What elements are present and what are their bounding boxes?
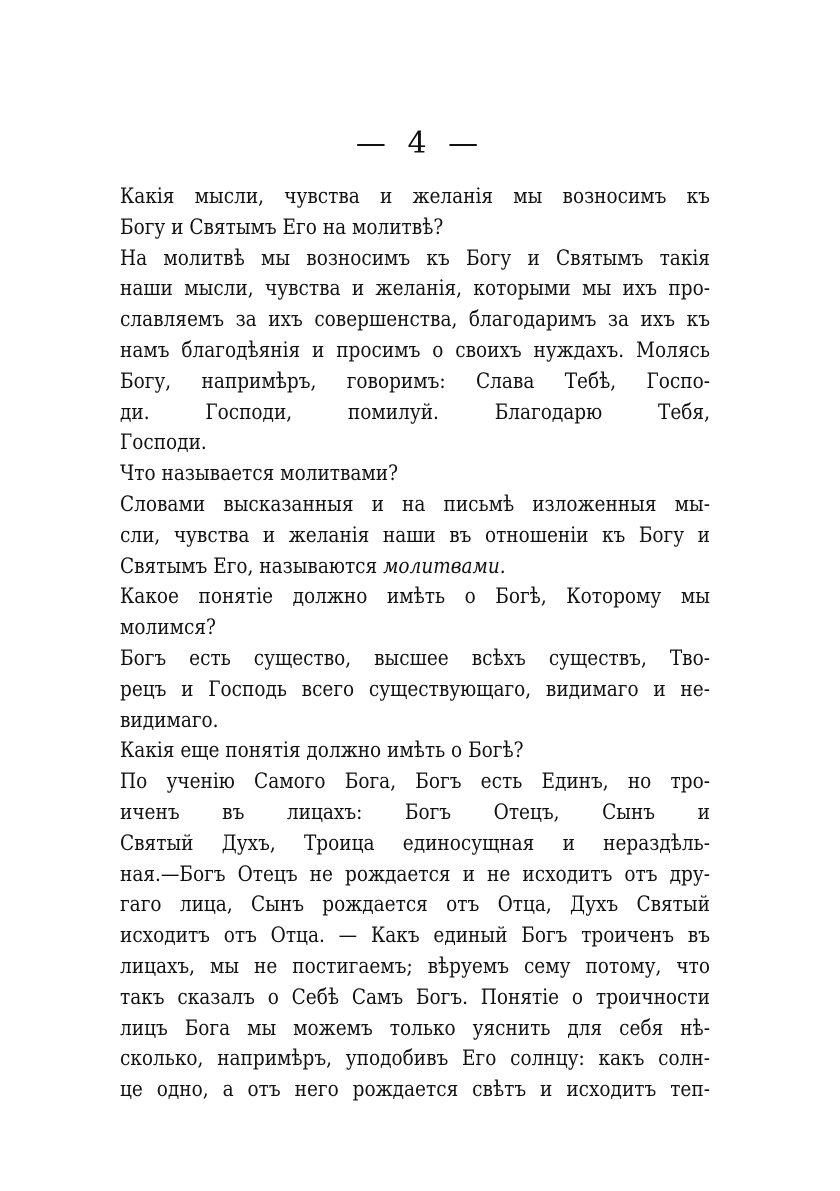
text-line: це одно, а отъ него рождается свѣтъ и исходитъ теп- — [120, 1077, 710, 1103]
question-paragraph — [120, 182, 710, 244]
text-line: иченъ въ лицахъ: Богъ Отецъ, Сынъ и — [120, 799, 710, 825]
text-line — [120, 552, 710, 583]
text-line: сли, чувства и желанія наши въ отношеніи къ Богу и — [120, 522, 710, 548]
text-line: рецъ и Господь всего существующаго, видимаго и не- — [120, 676, 710, 702]
question-paragraph — [120, 459, 710, 490]
text-line: намъ благодѣянія и просимъ о своихъ нуждахъ. Молясь — [120, 337, 710, 363]
text-line: славляемъ за ихъ совершенства, благодаримъ за ихъ къ — [120, 307, 710, 333]
page-number: — 4 — — [355, 126, 485, 161]
question-paragraph — [120, 582, 710, 644]
answer-paragraph — [120, 490, 710, 582]
answer-paragraph — [120, 767, 710, 1106]
text-line: такъ сказалъ о Себѣ Самъ Богъ. Понятіе о троичности — [120, 984, 710, 1010]
page-text — [120, 182, 710, 1106]
text-line: ди. Господи, помилуй. Благодарю Тебя, — [120, 399, 710, 425]
text-line: сколько, напримѣръ, уподобивъ Его солнцу: какъ солн- — [120, 1046, 710, 1072]
text-line: лицъ Бога мы можемъ только уяснить для себя нѣ- — [120, 1015, 710, 1041]
text-line: молимся? — [120, 615, 216, 641]
text-line: Богъ есть существо, высшее всѣхъ существъ, Тво- — [120, 645, 710, 671]
text-line: ная.—Богъ Отецъ не рождается и не исходитъ отъ дру- — [120, 861, 710, 887]
text-line: лицахъ, мы не постигаемъ; вѣруемъ сему потому, что — [120, 953, 710, 979]
text-line: гаго лица, Сынъ рождается отъ Отца, Духъ Святый — [120, 892, 710, 918]
text-line: Богу и Святымъ Его на молитвѣ? — [120, 214, 444, 240]
italic-term: молитвами. — [383, 553, 506, 579]
answer-paragraph — [120, 244, 710, 460]
text-line: наши мысли, чувства и желанія, которыми мы ихъ про- — [120, 276, 710, 302]
text-line: По ученію Самого Бога, Богъ есть Единъ, но тро- — [120, 769, 710, 795]
text-line: Какія мысли, чувства и желанія мы возносимъ къ — [120, 184, 710, 209]
text-line: Господи. — [120, 430, 207, 456]
text-line: видимаго. — [120, 707, 219, 733]
question-paragraph — [120, 736, 710, 767]
text-line: Богу, напримѣръ, говоримъ: Слава Тебѣ, Госпо- — [120, 368, 710, 394]
text-line: Что называется молитвами? — [120, 461, 399, 487]
text-line: Словами высказанныя и на письмѣ изложенныя мы- — [120, 491, 710, 517]
text-line-part: Святымъ Его, называются — [120, 553, 378, 579]
text-line: исходитъ отъ Отца. — Какъ единый Богъ троиченъ въ — [120, 923, 710, 949]
text-line: Святый Духъ, Троица единосущная и нераздѣль- — [120, 830, 710, 856]
answer-paragraph — [120, 644, 710, 736]
text-line: На молитвѣ мы возносимъ къ Богу и Святымъ такія — [120, 245, 710, 271]
text-line: Какія еще понятія должно имѣть о Богѣ? — [120, 738, 524, 764]
text-line: Какое понятіе должно имѣть о Богѣ, Которому мы — [120, 584, 710, 610]
